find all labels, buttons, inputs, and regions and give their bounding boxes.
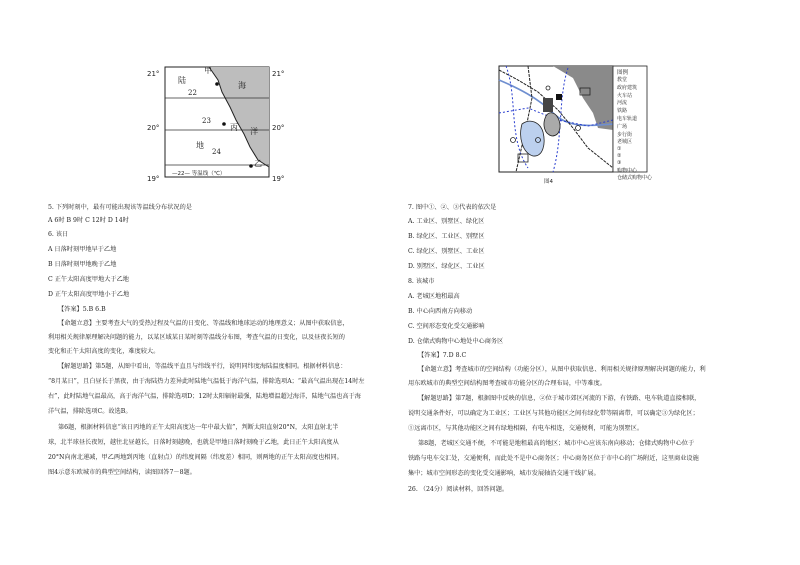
legend-station: 火车站: [617, 92, 633, 99]
intent-line-3: 变化和正午太阳高度的变化，难度较大。: [48, 348, 160, 355]
legend-warehouse-mall: 仓储式购物中心: [617, 175, 653, 182]
lat-label-21-left: 21°: [147, 70, 160, 78]
question-8-option-a: A. 老城区地租最高: [408, 293, 460, 300]
legend-pedestrian: 步行街: [617, 131, 633, 138]
label-sea: 海: [238, 81, 246, 90]
question-7-option-c: C. 绿化区、别墅区、工业区: [408, 248, 485, 255]
legend-church: 教堂: [617, 77, 628, 83]
legend-old-town: 老城区: [617, 139, 633, 146]
solution-line-1: 【解题思路】第5题，从图中看出，等温线平直且与纬线平行，说明同纬度海陆温度相同。根据材料信息：: [58, 363, 347, 370]
legend-mall: 购物中心: [617, 167, 638, 174]
solution-7-line-2: 说明交通条件好，可以确定为工业区；工业区与其他功能区之间有绿化带等隔离带，可以确定③为绿化区；: [408, 410, 699, 417]
label-ocean: 洋: [250, 127, 258, 136]
intent-line-1: 【命题立意】主要考查大气的受热过程及气温的日变化、等温线和地球运动的地理意义；从图中获取信息，: [58, 320, 349, 327]
solution-6-line-2: 球，北半球昼长夜短，越往北昼越长，日落时刻越晚，也就是甲地日落时刻晚于乙地，此日正午太阳高度从: [48, 439, 339, 446]
question-7-option-d: D. 别墅区、绿化区、工业区: [408, 263, 485, 270]
label-isotherm-23: 23: [202, 117, 211, 125]
question-5: 5. 下列时刻中，最有可能出现该等温线分布状况的是: [48, 204, 192, 211]
lat-label-19-right: 19°: [272, 175, 285, 183]
solution-8-line-3: 集中；城市空间形态的变化受交通影响，城市发展轴沿交通干线扩展。: [408, 470, 600, 477]
question-8-option-c: C. 空间形态变化受交通影响: [408, 323, 485, 330]
question-6-option-a: A 日落时刻甲地早于乙地: [48, 246, 117, 253]
legend-zone-2: ②: [617, 152, 622, 159]
solution-line-2: “8月某日”，且白昼长于黑夜，由于海陆热力差异此时陆地气温低于海洋气温，排除选项A；“最高气温出现在14时左: [48, 378, 365, 385]
legend-square: 广场: [617, 123, 628, 130]
solution-8-line-2: 铁路与电车交汇处，交通便利，而此处不是中心商务区；中心商务区位于市中心的广场附近，这里商业设施: [408, 455, 699, 462]
lat-label-19-left: 19°: [147, 175, 160, 183]
solution-line-4: 洋气温，排除选项C。故选B。: [48, 408, 132, 415]
legend-zone-1: ①: [617, 146, 622, 153]
question-6: 6. 该日: [48, 231, 69, 238]
question-5-options: A 6时 B 9时 C 12时 D 14时: [48, 217, 129, 224]
question-7: 7. 图中①、②、③代表的依次是: [408, 204, 497, 211]
isotherm-map-figure: [138, 62, 288, 187]
label-bing: 丙: [230, 123, 238, 132]
question-7-option-b: B. 绿化区、工业区、别墅区: [408, 233, 485, 240]
question-26: 26. （24分）阅读材料，回答问题。: [408, 486, 509, 493]
intent-7-8-line-1: 【命题立意】考查城市的空间结构（功能分区），从图中获取信息、利用相关规律原理解决问题的能力，利: [418, 366, 706, 373]
solution-8-line-1: 第8题，老城区交通不便，不可能是地租最高的地区；城市中心应该东南向移动；仓储式购物中心位于: [418, 440, 695, 447]
answer-7-8: 【答案】7.D 8.C: [418, 352, 467, 359]
answer-5-6: 【答案】5.B 6.B: [58, 306, 106, 313]
lat-label-20-left: 20°: [147, 124, 160, 132]
legend-title: 图例: [617, 70, 629, 76]
solution-6-line-3: 20°N向南北递减，甲乙两地到丙地（直射点）的纬度间隔（纬度差）相同，则两地的正午太阳高度也相同。: [48, 454, 343, 461]
question-8-option-d: D. 仓储式购物中心地处中心商务区: [408, 338, 504, 345]
lat-label-21-right: 21°: [272, 70, 285, 78]
legend-tram: 电车轨道: [617, 115, 638, 122]
city-structure-figure: [498, 58, 653, 188]
label-jia: 甲: [204, 66, 212, 75]
legend-list: [617, 76, 653, 182]
figure-4-caption: 图4: [544, 179, 553, 185]
label-yi: 乙: [254, 159, 262, 168]
question-8-option-b: B. 中心向西南方向移动: [408, 308, 473, 315]
lat-label-20-right: 20°: [272, 124, 285, 132]
figure-4-intro: 图4示意东欧城市的典型空间结构，读图回答7－8题。: [48, 469, 196, 476]
legend-government: 政府建筑: [617, 84, 638, 91]
question-8: 8. 该城市: [408, 278, 435, 285]
question-6-option-c: C 正午太阳高度甲地大于乙地: [48, 276, 129, 283]
legend-river: 河流: [617, 100, 628, 107]
solution-6-line-1: 第6题，根据材料信息“该日丙地的正午太阳高度达一年中最大值”，判断太阳直射20°N，太阳直射北半: [58, 424, 339, 431]
legend-zone-3: ③: [617, 159, 622, 166]
question-7-option-a: A. 工业区、别墅区、绿化区: [408, 218, 485, 225]
label-land-1: 陆: [178, 76, 186, 85]
intent-7-8-line-2: 用东欧城市的典型空间结构图考查城市功能分区的合理布局，中等难度。: [408, 380, 606, 387]
label-isotherm-24: 24: [212, 148, 221, 156]
solution-line-3: 右”，此时陆地气温最高，高于海洋气温，排除选项D；12时太阳辐射最强，陆地增温超过海洋，陆地气温也高于海: [48, 393, 361, 400]
solution-7-line-3: ①远离市区，与其他功能区之间有绿地相隔，有电车相连，交通便利，可能为别墅区。: [408, 425, 644, 432]
question-6-option-d: D 正午太阳高度甲地小于乙地: [48, 291, 130, 298]
question-6-option-b: B 日落时刻甲地晚于乙地: [48, 261, 117, 268]
isotherm-legend: —22— 等温线（℃）: [172, 171, 226, 177]
legend-railway: 铁路: [617, 108, 628, 115]
label-isotherm-22: 22: [188, 89, 197, 97]
solution-7-line-1: 【解题思路】第7题，根据图中反映的信息，②位于城市郊区河流的下游，有铁路、电车轨道直接相联，: [418, 395, 701, 402]
label-land-2: 地: [196, 141, 204, 150]
intent-line-2: 利用相关规律原理解决问题的能力，以某区域某日某时刻等温线分布图，考查气温的日变化，以及昼夜长短的: [48, 334, 345, 341]
